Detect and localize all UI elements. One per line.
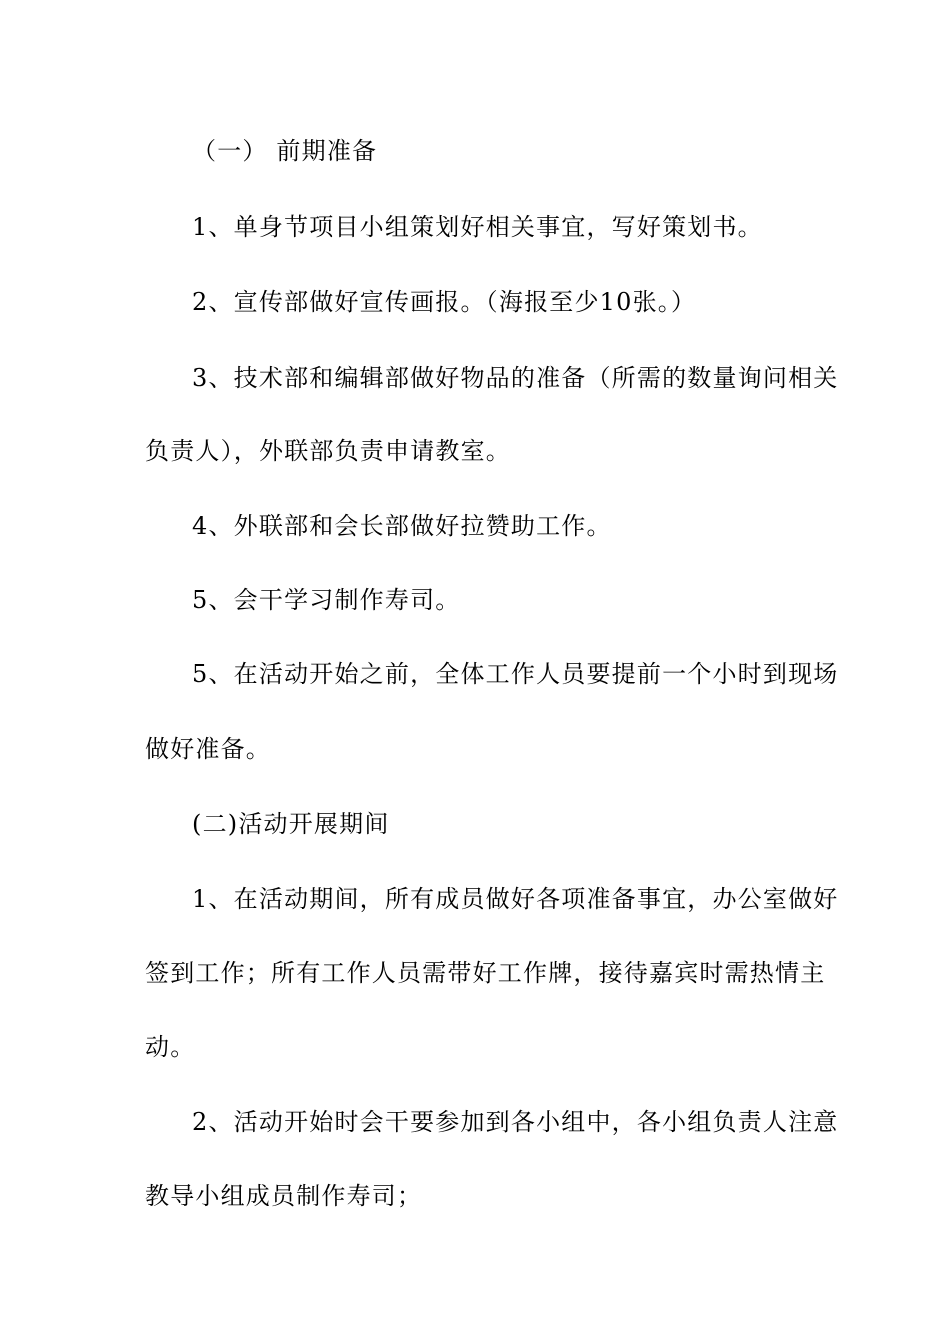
paragraph-item-6-line-1: 5、在活动开始之前，全体工作人员要提前一个小时到现场 [192, 660, 839, 688]
paragraph-item-4: 4、外联部和会长部做好拉赞助工作。 [192, 512, 612, 540]
paragraph-item-8-line-2: 教导小组成员制作寿司； [145, 1182, 423, 1210]
paragraph-item-6-line-2: 做好准备。 [145, 735, 271, 763]
paragraph-item-1: 1、单身节项目小组策划好相关事宜，写好策划书。 [192, 213, 763, 241]
paragraph-item-7-line-1: 1、在活动期间，所有成员做好各项准备事宜，办公室做好 [192, 885, 839, 913]
section-heading-activity: (二)活动开展期间 [192, 810, 390, 838]
paragraph-item-5: 5、会干学习制作寿司。 [192, 586, 461, 614]
paragraph-item-7-line-3: 动。 [145, 1033, 196, 1061]
paragraph-item-8-line-1: 2、活动开始时会干要参加到各小组中，各小组负责人注意 [192, 1108, 839, 1136]
paragraph-item-3-line-2: 负责人），外联部负责申请教室。 [145, 437, 511, 465]
paragraph-item-3-line-1: 3、技术部和编辑部做好物品的准备（所需的数量询问相关 [192, 364, 839, 392]
paragraph-item-7-line-2: 签到工作；所有工作人员需带好工作牌，接待嘉宾时需热情主 [145, 959, 826, 987]
section-heading-preparation: （一） 前期准备 [192, 137, 378, 165]
paragraph-item-2: 2、宣传部做好宣传画报。（海报至少10张。） [192, 288, 697, 316]
